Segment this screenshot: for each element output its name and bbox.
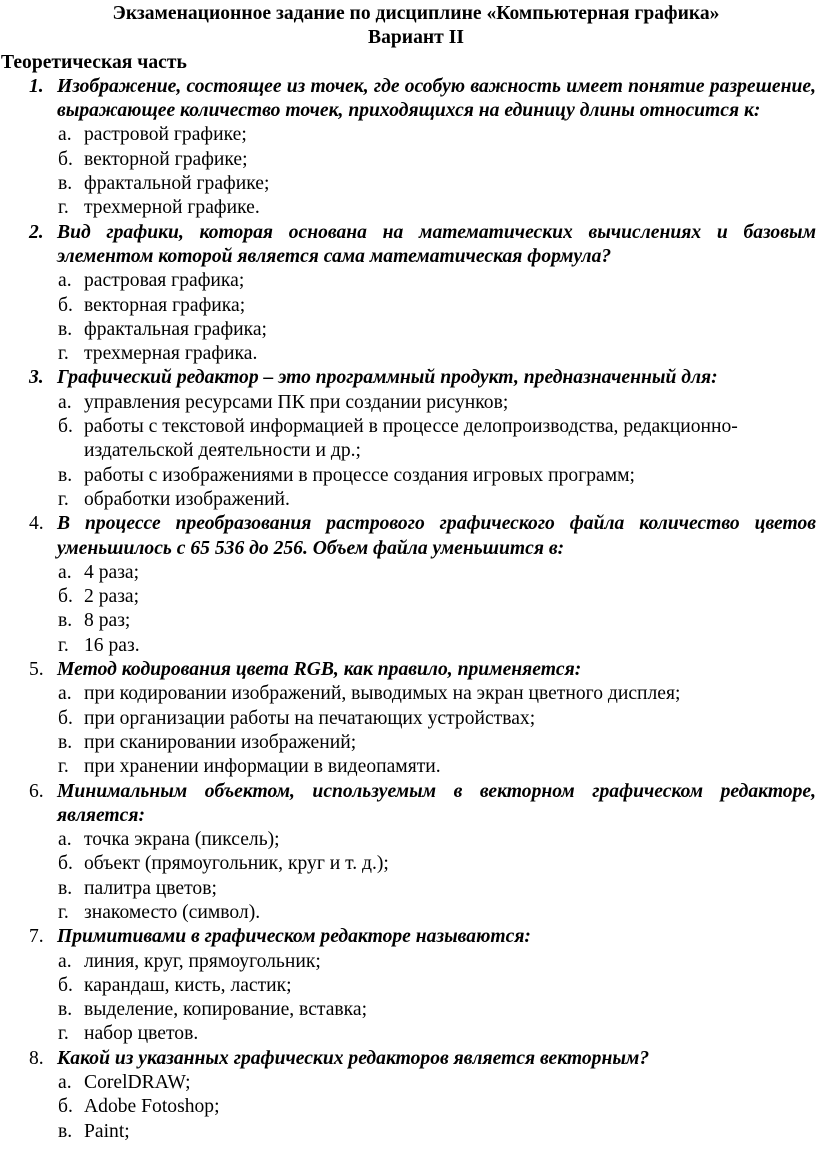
answer-option <box>0 196 816 220</box>
option-letter: а. <box>58 683 72 705</box>
question-text: Вид графики, которая основана на математических вычислениях и базовым элементом которой является сама математическая формула? <box>57 221 816 267</box>
option-letter: в. <box>58 877 73 899</box>
option-letter: а. <box>58 561 72 583</box>
option-text: карандаш, кисть, ластик; <box>84 974 292 996</box>
option-letter: г. <box>58 901 69 923</box>
answer-option <box>0 488 816 512</box>
option-text: векторной графике; <box>84 148 248 170</box>
answer-option <box>0 464 816 488</box>
option-letter: г. <box>58 343 69 365</box>
answer-option <box>0 585 816 609</box>
option-text: фрактальная графика; <box>84 318 268 340</box>
answer-option <box>0 269 816 293</box>
option-text: линия, круг, прямоугольник; <box>84 950 321 972</box>
option-text: трехмерной графике. <box>84 197 260 219</box>
option-letter: б. <box>58 586 73 608</box>
answer-option <box>0 974 816 998</box>
option-text: при кодировании изображений, выводимых на экран цветного дисплея; <box>84 683 681 705</box>
document-page <box>0 2 816 1144</box>
answer-option <box>0 682 816 706</box>
option-letter: г. <box>58 488 69 510</box>
option-text: растровой графике; <box>84 124 247 146</box>
option-text: Adobe Fotoshop; <box>84 1096 220 1118</box>
option-letter: а. <box>58 829 72 851</box>
option-letter: б. <box>58 294 73 316</box>
option-letter: в. <box>58 173 73 195</box>
question-list <box>0 75 816 1144</box>
option-letter: в. <box>58 318 73 340</box>
option-text: работы с изображениями в процессе создания игровых программ; <box>84 464 635 486</box>
option-letter: б. <box>58 416 73 438</box>
answer-options <box>0 561 816 658</box>
question-7 <box>0 925 816 949</box>
option-text: обработки изображений. <box>84 488 290 510</box>
question-number: 2. <box>29 221 44 243</box>
answer-option <box>0 415 816 464</box>
answer-option <box>0 294 816 318</box>
answer-options <box>0 269 816 366</box>
question-3 <box>0 366 816 390</box>
option-text: объект (прямоугольник, круг и т. д.); <box>84 853 389 875</box>
question-number: 3. <box>29 367 44 389</box>
option-letter: а. <box>58 1072 72 1094</box>
option-text: векторная графика; <box>84 294 246 316</box>
variant-title: Вариант II <box>368 27 464 49</box>
question-number: 4. <box>29 513 44 535</box>
option-letter: а. <box>58 391 72 413</box>
question-text: В процессе преобразования растрового графического файла количество цветов уменьшилось с 65 536 до 256. Объем файла уменьшится в: <box>57 513 816 559</box>
question-number: 1. <box>29 75 44 97</box>
option-letter: г. <box>58 756 69 778</box>
option-letter: б. <box>58 148 73 170</box>
option-text: при хранении информации в видеопамяти. <box>84 756 441 778</box>
question-1 <box>0 75 816 124</box>
option-letter: в. <box>58 731 73 753</box>
answer-option <box>0 1022 816 1046</box>
option-text: 8 раз; <box>84 610 131 632</box>
answer-option <box>0 172 816 196</box>
answer-option <box>0 828 816 852</box>
answer-options <box>0 828 816 925</box>
answer-options <box>0 391 816 512</box>
question-number: 8. <box>29 1047 44 1069</box>
option-text: палитра цветов; <box>84 877 217 899</box>
answer-option <box>0 731 816 755</box>
option-text: знакоместо (символ). <box>84 901 261 923</box>
answer-options <box>0 123 816 220</box>
option-text: выделение, копирование, вставка; <box>84 999 368 1021</box>
section-title: Теоретическая часть <box>1 51 187 73</box>
option-letter: г. <box>58 1023 69 1045</box>
option-letter: в. <box>58 464 73 486</box>
question-8 <box>0 1047 816 1071</box>
option-letter: б. <box>58 853 73 875</box>
answer-options <box>0 682 816 779</box>
answer-option <box>0 123 816 147</box>
option-letter: в. <box>58 610 73 632</box>
question-number: 6. <box>29 780 44 802</box>
option-text: CorelDRAW; <box>84 1072 191 1094</box>
answer-option <box>0 1071 816 1095</box>
option-text: трехмерная графика. <box>84 343 258 365</box>
option-letter: а. <box>58 124 72 146</box>
question-5 <box>0 658 816 682</box>
answer-option <box>0 950 816 974</box>
question-number: 7. <box>29 926 44 948</box>
question-text: Графический редактор – это программный продукт, предназначенный для: <box>57 367 718 389</box>
question-text: Минимальным объектом, используемым в векторном графическом редакторе, является: <box>57 780 816 826</box>
answer-option <box>0 877 816 901</box>
question-2 <box>0 221 816 270</box>
option-text: 2 раза; <box>84 586 140 608</box>
answer-option <box>0 998 816 1022</box>
question-number: 5. <box>29 659 44 681</box>
answer-option <box>0 901 816 925</box>
answer-option <box>0 148 816 172</box>
option-text: 4 раза; <box>84 561 140 583</box>
option-letter: б. <box>58 707 73 729</box>
option-letter: в. <box>58 999 73 1021</box>
option-text: набор цветов. <box>84 1023 199 1045</box>
answer-option <box>0 707 816 731</box>
question-text: Метод кодирования цвета RGB, как правило, применяется: <box>57 659 582 681</box>
option-text: работы с текстовой информацией в процессе делопроизводства, редакционно-издательской деятельности и др.; <box>84 416 738 462</box>
option-letter: б. <box>58 1096 73 1118</box>
option-letter: в. <box>58 1120 73 1142</box>
question-4 <box>0 512 816 561</box>
option-text: при организации работы на печатающих устройствах; <box>84 707 536 729</box>
question-text: Изображение, состоящее из точек, где особую важность имеет понятие разрешение, выражающее количество точек, приходящихся на единицу длины относится к: <box>57 75 816 122</box>
answer-option <box>0 391 816 415</box>
page-title: Экзаменационное задание по дисциплине «Компьютерная графика» <box>112 3 720 24</box>
question-text: Примитивами в графическом редакторе называются: <box>57 926 531 948</box>
answer-option <box>0 609 816 633</box>
answer-option <box>0 561 816 585</box>
option-text: 16 раз. <box>84 634 140 656</box>
question-6 <box>0 780 816 829</box>
option-letter: г. <box>58 197 69 219</box>
answer-option <box>0 1120 816 1144</box>
answer-options <box>0 950 816 1047</box>
option-letter: б. <box>58 974 73 996</box>
answer-option <box>0 318 816 342</box>
answer-option <box>0 634 816 658</box>
answer-option <box>0 755 816 779</box>
option-text: при сканировании изображений; <box>84 731 357 753</box>
answer-options <box>0 1071 816 1144</box>
answer-option <box>0 852 816 876</box>
question-text: Какой из указанных графических редакторов является векторным? <box>57 1047 650 1069</box>
answer-option <box>0 1095 816 1119</box>
option-text: фрактальной графике; <box>84 173 270 195</box>
option-letter: г. <box>58 634 69 656</box>
option-text: растровая графика; <box>84 270 245 292</box>
option-letter: а. <box>58 270 72 292</box>
option-letter: а. <box>58 950 72 972</box>
option-text: точка экрана (пиксель); <box>84 829 280 851</box>
option-text: управления ресурсами ПК при создании рисунков; <box>84 391 509 413</box>
answer-option <box>0 342 816 366</box>
option-text: Paint; <box>84 1120 130 1142</box>
